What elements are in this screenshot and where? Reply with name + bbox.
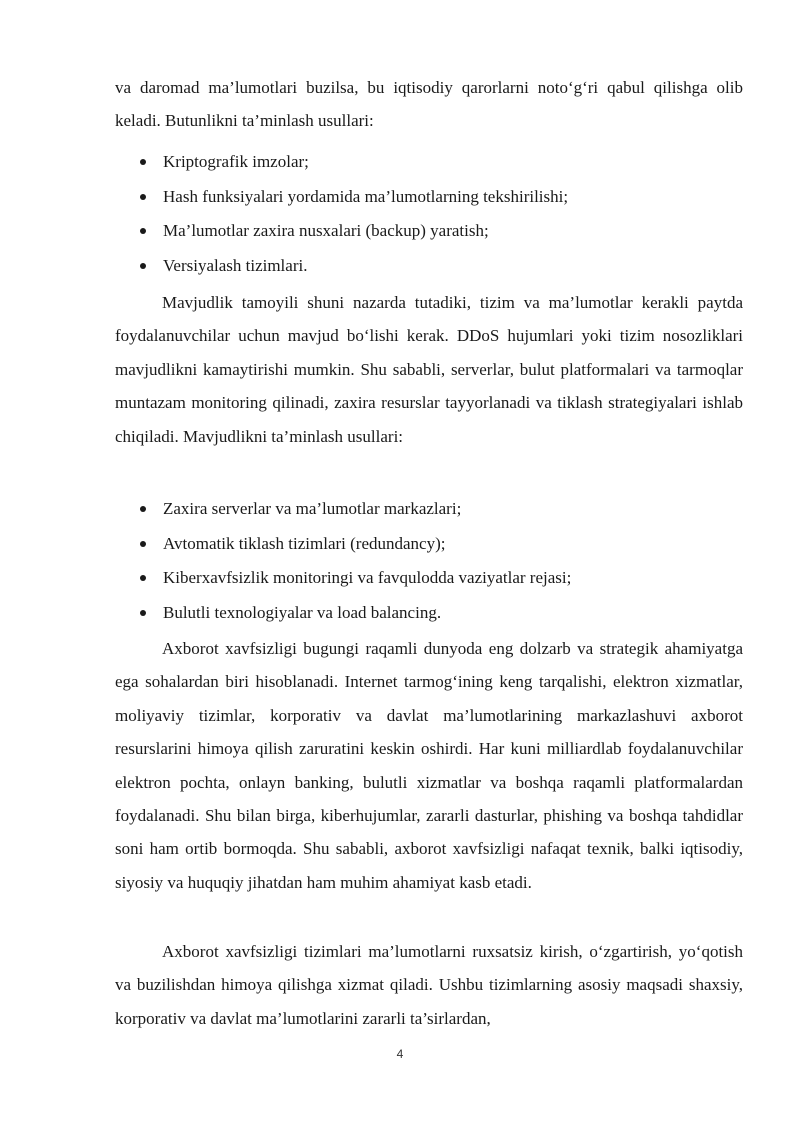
- bullet-icon: [140, 263, 146, 269]
- integrity-methods-list: [140, 145, 740, 283]
- bullet-icon: [140, 610, 146, 616]
- list-item: Kiberxavfsizlik monitoringi va favqulodda vaziyatlar rejasi;: [140, 561, 740, 596]
- availability-methods-list: [140, 492, 740, 630]
- list-item: Ma’lumotlar zaxira nusxalari (backup) yaratish;: [140, 214, 740, 249]
- list-item: Kriptografik imzolar;: [140, 145, 740, 180]
- list-item: Versiyalash tizimlari.: [140, 249, 740, 284]
- bullet-icon: [140, 228, 146, 234]
- bullet-icon: [140, 541, 146, 547]
- bullet-icon: [140, 506, 146, 512]
- list-item: Bulutli texnologiyalar va load balancing.: [140, 596, 740, 631]
- paragraph-integrity-intro: va daromad ma’lumotlari buzilsa, bu iqtisodiy qarorlarni noto‘g‘ri qabul qilishga olib keladi. Butunlikni ta’minlash usullari:: [115, 78, 743, 131]
- bullet-icon: [140, 575, 146, 581]
- page-number: 4: [396, 1047, 404, 1061]
- list-item: Zaxira serverlar va ma’lumotlar markazlari;: [140, 492, 740, 527]
- list-item: Hash funksiyalari yordamida ma’lumotlarning tekshirilishi;: [140, 180, 740, 215]
- bullet-icon: [140, 159, 146, 165]
- paragraph-infosec-importance: Axborot xavfsizligi bugungi raqamli dunyoda eng dolzarb va strategik ahamiyatga ega sohalardan biri hisoblanadi. Internet tarmog‘ining keng tarqalishi, elektron xizmatlar, moliyaviy tizimlar, korporativ va davlat ma’lumotlarining markazlashuvi axborot resurslarini himoya qilish zaruratini keskin oshirdi. Har kuni milliardlab foydalanuvchilar elektron pochta, onlayn banking, bulutli xizmatlar va boshqa raqamli platformalardan foydalanadi. Shu bilan birga, kiberhujumlar, zararli dasturlar, phishing va boshqa tahdidlar soni ham ortib bormoqda. Shu sababli, axborot xavfsizligi nafaqat texnik, balki iqtisodiy, siyosiy va huquqiy jihatdan ham muhim ahamiyat kasb etadi.: [115, 639, 743, 892]
- list-item: Avtomatik tiklash tizimlari (redundancy);: [140, 527, 740, 562]
- paragraph-availability: Mavjudlik tamoyili shuni nazarda tutadiki, tizim va ma’lumotlar kerakli paytda foydalanuvchilar uchun mavjud bo‘lishi kerak. DDoS hujumlari yoki tizim nosozliklari mavjudlikni kamaytirishi mumkin. Shu sababli, serverlar, bulut platformalari va tarmoqlar muntazam monitoring qilinadi, zaxira resurslar tayyorlanadi va tiklash strategiyalari ishlab chiqiladi. Mavjudlikni ta’minlash usullari:: [115, 293, 743, 446]
- bullet-icon: [140, 194, 146, 200]
- paragraph-infosec-systems: Axborot xavfsizligi tizimlari ma’lumotlarni ruxsatsiz kirish, o‘zgartirish, yo‘qotish va buzilishdan himoya qilishga xizmat qiladi. Ushbu tizimlarning asosiy maqsadi shaxsiy, korporativ va davlat ma’lumotlarini zararli ta’sirlardan,: [115, 942, 743, 1028]
